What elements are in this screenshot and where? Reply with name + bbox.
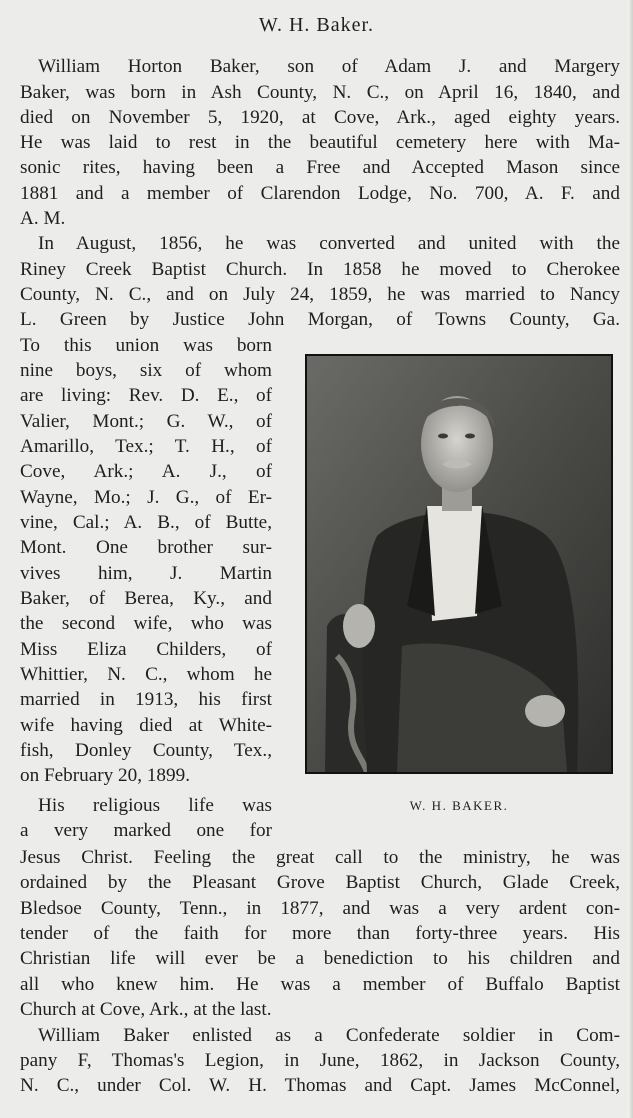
text-line: William Horton Baker, son of Adam J. and Margery	[38, 56, 620, 77]
text-line: are living: Rev. D. E., of	[20, 385, 272, 406]
text-line: a very marked one for	[20, 820, 272, 841]
text-line: Jesus Christ. Feeling the great call to the ministry, he was	[20, 847, 620, 868]
text-line: To this union was born	[20, 335, 272, 356]
photo-caption: W. H. BAKER.	[409, 798, 509, 813]
text-line: married in 1913, his first	[20, 689, 272, 710]
page-edge	[628, 0, 633, 1118]
text-line: vine, Cal.; A. B., of Butte,	[20, 512, 272, 533]
text-line: Baker, of Berea, Ky., and	[20, 588, 272, 609]
text-line: fish, Donley County, Tex.,	[20, 740, 272, 761]
text-line: on February 20, 1899.	[20, 765, 190, 786]
text-line: Valier, Mont.; G. W., of	[20, 411, 272, 432]
text-line: In August, 1856, he was converted and united with the	[38, 233, 620, 254]
text-line: Whittier, N. C., whom he	[20, 664, 272, 685]
text-line: Church at Cove, Ark., at the last.	[20, 999, 272, 1020]
text-line: Riney Creek Baptist Church. In 1858 he moved to Cherokee	[20, 259, 620, 280]
text-line: He was laid to rest in the beautiful cemetery here with Ma-	[20, 132, 620, 153]
text-line: the second wife, who was	[20, 613, 272, 634]
portrait-photo	[305, 354, 613, 774]
text-line: ordained by the Pleasant Grove Baptist Church, Glade Creek,	[20, 872, 620, 893]
text-line: County, N. C., and on July 24, 1859, he was married to Nancy	[20, 284, 620, 305]
text-line: 1881 and a member of Clarendon Lodge, No. 700, A. F. and	[20, 183, 620, 204]
text-line: His religious life was	[38, 795, 272, 816]
text-line: Christian life will ever be a benediction to his children and	[20, 948, 620, 969]
text-line: all who knew him. He was a member of Buffalo Baptist	[20, 974, 620, 995]
text-line: wife having died at White-	[20, 715, 272, 736]
text-line: Baker, was born in Ash County, N. C., on April 16, 1840, and	[20, 82, 620, 103]
article-title: W. H. Baker.	[258, 14, 375, 36]
text-line: N. C., under Col. W. H. Thomas and Capt. James McConnel,	[20, 1075, 620, 1096]
text-line: L. Green by Justice John Morgan, of Towns County, Ga.	[20, 309, 620, 330]
text-line: died on November 5, 1920, at Cove, Ark., aged eighty years.	[20, 107, 620, 128]
text-line: tender of the faith for more than forty-three years. His	[20, 923, 620, 944]
text-line: Mont. One brother sur-	[20, 537, 272, 558]
text-line: Miss Eliza Childers, of	[20, 639, 272, 660]
text-line: A. M.	[20, 208, 66, 229]
text-line: Bledsoe County, Tenn., in 1877, and was a very ardent con-	[20, 898, 620, 919]
text-line: Amarillo, Tex.; T. H., of	[20, 436, 272, 457]
portrait-illustration	[307, 356, 611, 772]
text-line: vives him, J. Martin	[20, 563, 272, 584]
text-line: Wayne, Mo.; J. G., of Er-	[20, 487, 272, 508]
text-line: pany F, Thomas's Legion, in June, 1862, in Jackson County,	[20, 1050, 620, 1071]
text-line: nine boys, six of whom	[20, 360, 272, 381]
text-line: William Baker enlisted as a Confederate soldier in Com-	[38, 1025, 620, 1046]
text-line: sonic rites, having been a Free and Accepted Mason since	[20, 157, 620, 178]
text-line: Cove, Ark.; A. J., of	[20, 461, 272, 482]
